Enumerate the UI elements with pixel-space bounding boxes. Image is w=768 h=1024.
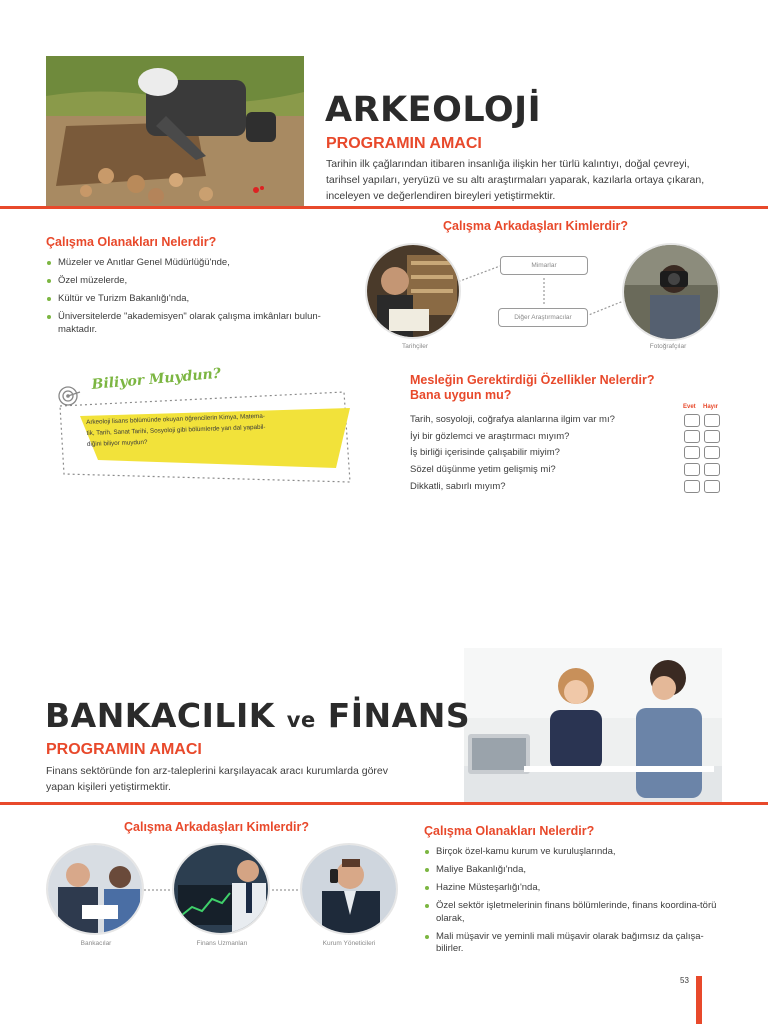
did-you-know-title: Biliyor Muydun? (91, 365, 222, 393)
list-item: Maliye Bakanlığı'nda, (424, 864, 724, 877)
photographers-photo (622, 243, 720, 341)
arkeoloji-colleagues-heading: Çalışma Arkadaşları Kimlerdir? (443, 219, 629, 233)
bankacilik-colleagues-heading: Çalışma Arkadaşları Kimlerdir? (124, 820, 310, 834)
traits-heading: Mesleğin Gerektirdiği Özellikler Nelerdir? Bana uygun mu? (410, 373, 655, 402)
page-number: 53 (680, 976, 689, 985)
list-item: Kültür ve Turizm Bakanlığı'nda, (46, 293, 341, 306)
evet-checkbox[interactable] (684, 446, 700, 459)
bankacilik-title: BANKACILIK ve FİNANS (45, 696, 471, 735)
did-you-know-text: Arkeoloji lisans bölümünde okuyan öğrencilerin Kimya, Matema- tik, Tarih, Sanat Tarihi, Sosyoloji gibi bölümlerde yan dal yapabil- diğini biliyor muydun? (86, 412, 266, 448)
list-item: Hazine Müsteşarlığı'nda, (424, 882, 724, 895)
list-item: Mali müşavir ve yeminli mali müşavir olarak bağımsız da çalışa-bilirler. (424, 931, 724, 956)
hayir-checkbox[interactable] (704, 446, 720, 459)
trait-question: Dikkatli, sabırlı mıyım? (410, 481, 506, 492)
section-divider (0, 206, 768, 209)
bankacilik-work-heading: Çalışma Olanakları Nelerdir? (424, 824, 595, 838)
bankacilik-program-text: Finans sektöründe fon arz-taleplerini karşılayacak aracı kurumlarda görev yapan kişileri yetiştirmektir. (46, 765, 388, 793)
arkeoloji-program-heading: PROGRAMIN AMACI (326, 135, 482, 152)
hayir-label: Hayır (703, 404, 719, 410)
bankacilik-work-list (424, 846, 724, 961)
hayir-checkbox[interactable] (704, 480, 720, 493)
photographers-caption: Fotoğrafçılar (649, 343, 687, 350)
evet-checkbox[interactable] (684, 480, 700, 493)
historians-caption: Tarihçiler (401, 343, 428, 350)
evet-checkbox[interactable] (684, 430, 700, 443)
arkeoloji-program-text: Tarihin ilk çağlarından itibaren insanlığa ilişkin her türlü kalıntıyı, doğal çevreyi, tarihsel yapıları, yeryüzü ve su altı araştırmaları yaparak, kazılarla ortaya çıkaran, inceleyen ve değerlendiren bireyleri yetiştirmektir. (326, 158, 705, 202)
list-item: Özel sektör işletmelerinin finans bölümlerinde, finans koordina-törü olarak, (424, 900, 724, 925)
list-item: Üniversitelerde "akademisyen" olarak çalışma imkânları bulun-maktadır. (46, 311, 341, 336)
evet-checkbox[interactable] (684, 414, 700, 427)
finance-experts-caption: Finans Uzmanları (196, 940, 248, 947)
section-divider (0, 802, 768, 805)
trait-question: Sözel düşünme yetim gelişmiş mi? (410, 464, 556, 475)
trait-question: İyi bir gözlemci ve araştırmacı mıyım? (410, 431, 570, 442)
arkeoloji-title: ARKEOLOJİ (325, 90, 542, 130)
archaeology-photo (46, 56, 304, 206)
hayir-checkbox[interactable] (704, 414, 720, 427)
finance-experts-photo (172, 843, 270, 935)
managers-photo (300, 843, 398, 935)
arkeoloji-work-list (46, 257, 341, 342)
arkeoloji-work-heading: Çalışma Olanakları Nelerdir? (46, 235, 217, 249)
page-edge-bar (696, 976, 702, 1024)
trait-question: İş birliği içerisinde çalışabilir miyim? (410, 447, 560, 458)
historians-photo (365, 243, 461, 339)
bankers-caption: Bankacılar (80, 940, 112, 947)
hayir-checkbox[interactable] (704, 430, 720, 443)
evet-label: Evet (683, 404, 696, 410)
architects-box: Mimarlar (500, 256, 588, 275)
trait-question: Tarih, sosyoloji, coğrafya alanlarına ilgim var mı? (410, 414, 615, 425)
list-item: Birçok özel-kamu kurum ve kuruluşlarında, (424, 846, 724, 859)
evet-checkbox[interactable] (684, 463, 700, 476)
bankacilik-program-heading: PROGRAMIN AMACI (46, 741, 202, 758)
bankers-photo (46, 843, 144, 935)
managers-caption: Kurum Yöneticileri (322, 940, 376, 947)
list-item: Özel müzelerde, (46, 275, 341, 288)
list-item: Müzeler ve Anıtlar Genel Müdürlüğü'nde, (46, 257, 341, 270)
banking-photo (464, 648, 722, 803)
hayir-checkbox[interactable] (704, 463, 720, 476)
other-researchers-box: Diğer Araştırmacılar (498, 308, 588, 327)
